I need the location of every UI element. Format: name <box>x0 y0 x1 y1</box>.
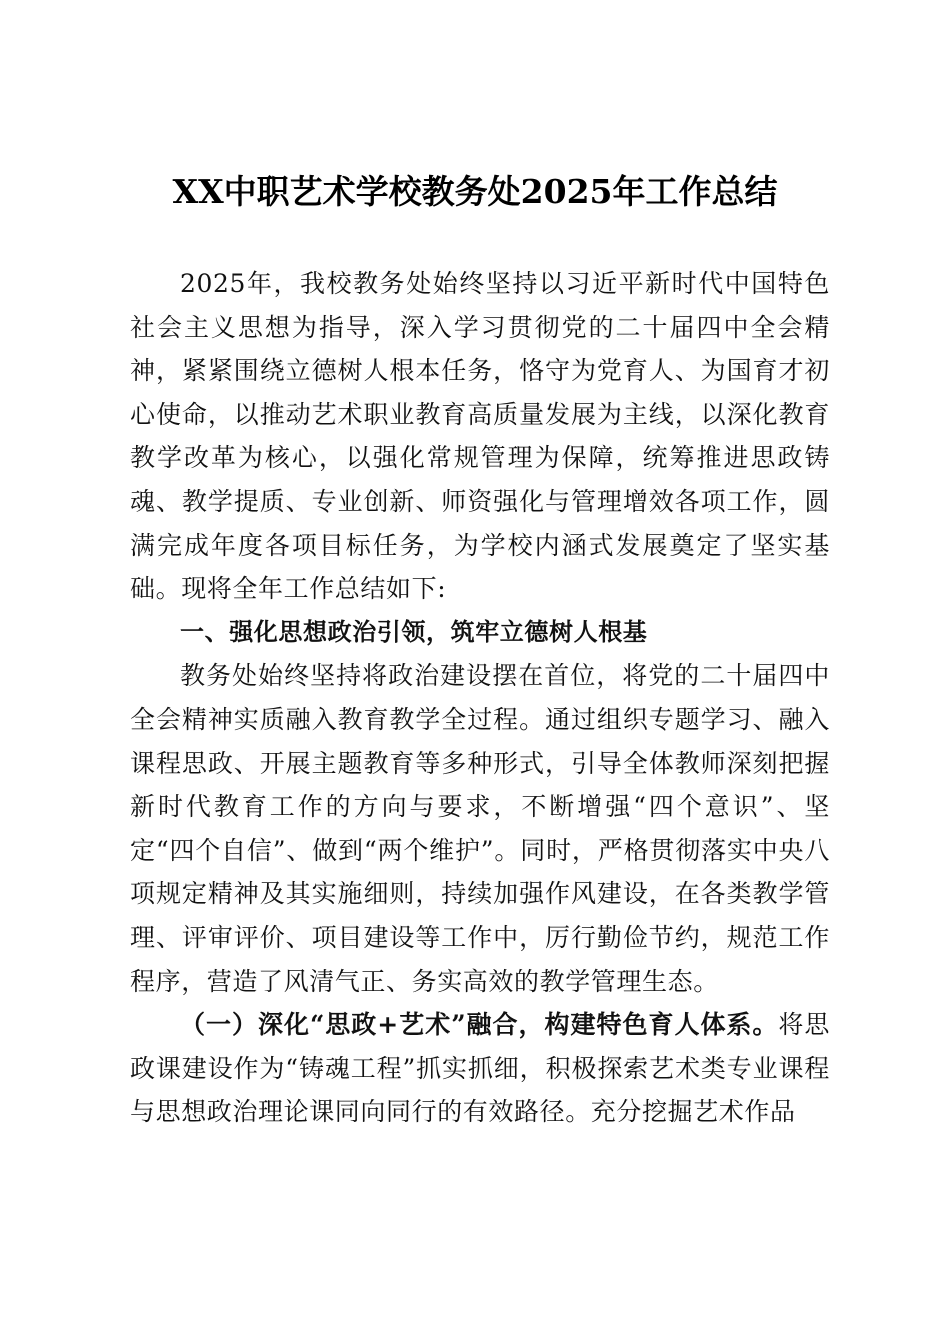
section-heading: 一、强化思想政治引领，筑牢立德树人根基 <box>180 617 648 646</box>
document-title: XX中职艺术学校教务处2025年工作总结 <box>172 172 778 211</box>
subsection-lead: （一）深化“思政+艺术”融合，构建特色育人体系。 <box>180 1010 779 1040</box>
intro-paragraph: 2025年，我校教务处始终坚持以习近平新时代中国特色社会主义思想为指导，深入学习贯彻党的二十届四中全会精神，紧紧围绕立德树人根本任务，恪守为党育人、为国育才初心使命，以推动艺术职业教育高质量发展为主线，以深化教育教学改革为核心，以强化常规管理为保障，统筹推进思政铸魂、教学提质、专业创新、师资强化与管理增效各项工作，圆满完成年度各项目标任务，为学校内涵式发展奠定了坚实基础。现将全年工作总结如下: <box>130 269 830 604</box>
subsection-paragraph <box>130 1003 830 1134</box>
document-body <box>130 262 830 1134</box>
subsection-text: 将思政课建设作为“铸魂工程”抓实抓细，积极探索艺术类专业课程与思想政治理论课同向同行的有效路径。充分挖掘艺术作品 <box>130 1010 831 1127</box>
section-paragraph: 教务处始终坚持将政治建设摆在首位，将党的二十届四中全会精神实质融入教育教学全过程。通过组织专题学习、融入课程思政、开展主题教育等多种形式，引导全体教师深刻把握新时代教育工作的方向与要求，不断增强“四个意识”、坚定“四个自信”、做到“两个维护”。同时，严格贯彻落实中央八项规定精神及其实施细则，持续加强作风建设，在各类教学管理、评审评价、项目建设等工作中，厉行勤俭节约，规范工作程序，营造了风清气正、务实高效的教学管理生态。 <box>130 661 830 996</box>
